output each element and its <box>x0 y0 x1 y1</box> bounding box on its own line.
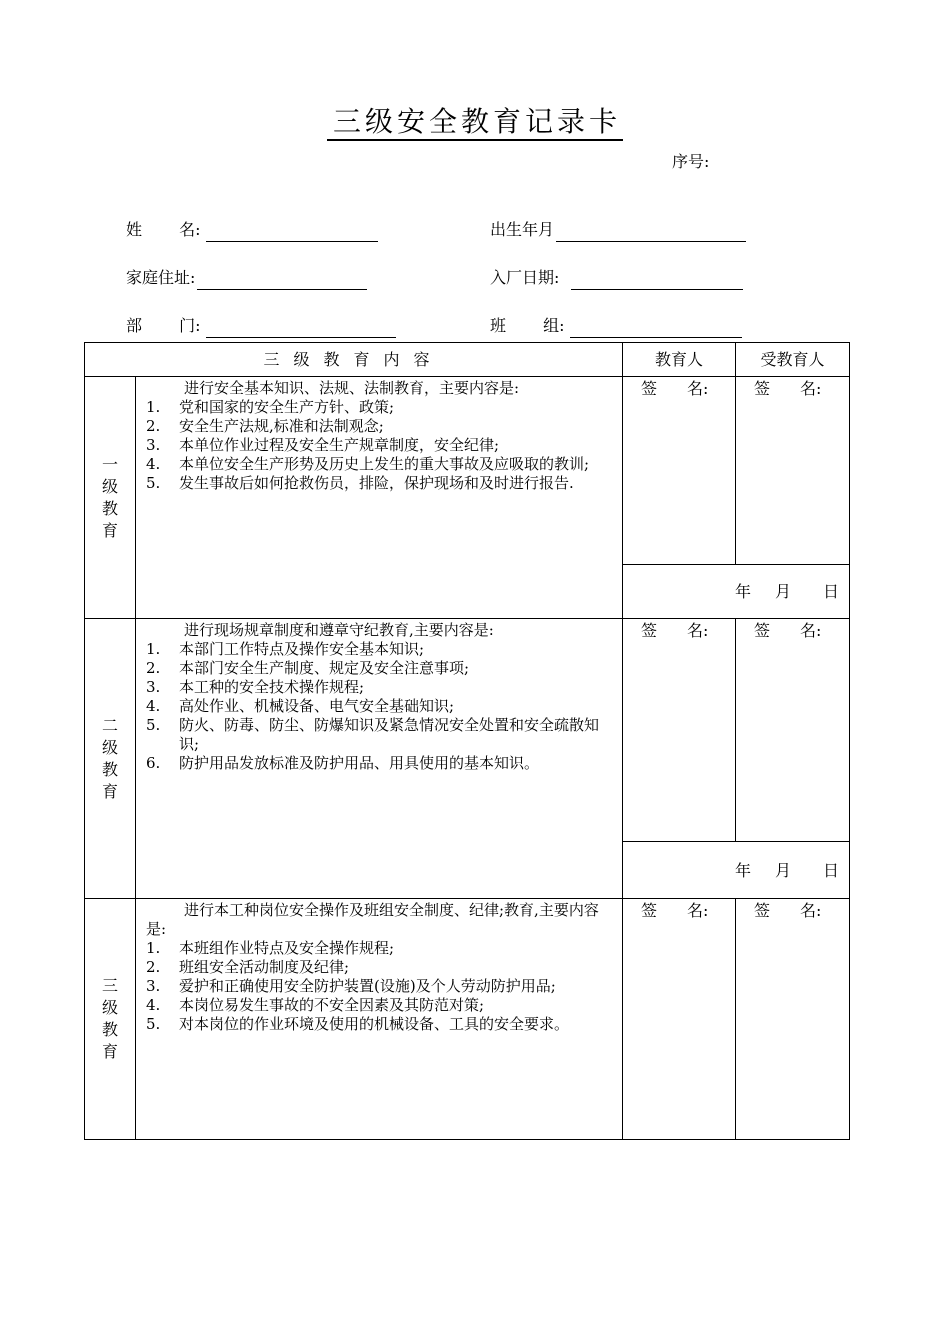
list-item: 1. 党和国家的安全生产方针、政策; <box>146 398 395 416</box>
table-header-row <box>85 343 850 377</box>
name-field <box>126 218 378 242</box>
header-content: 三级教育内容 <box>85 343 623 377</box>
list-item: 2. 安全生产法规,标准和法制观念; <box>146 417 384 435</box>
list-item: 2. 本部门安全生产制度、规定及安全注意事项; <box>146 659 470 677</box>
level-1-items <box>146 398 612 493</box>
department-label: 部 门: <box>126 316 201 335</box>
team-input-line[interactable] <box>570 317 742 338</box>
entry-date-input-line[interactable] <box>571 269 743 290</box>
level-3-content <box>136 899 623 1140</box>
list-item: 4. 本单位安全生产形势及历史上发生的重大事故及应吸取的教训; <box>146 455 590 473</box>
header-educator: 教育人 <box>623 343 736 377</box>
list-item: 6. 防护用品发放标准及防护用品、用具使用的基本知识。 <box>146 754 540 772</box>
level-3-label: 三级教育 <box>101 976 118 1061</box>
serial-number-label: 序号: <box>672 152 710 171</box>
level-3-intro: 进行本工种岗位安全操作及班组安全制度、纪律;教育,主要内容是: <box>146 901 599 938</box>
birth-label: 出生年月 <box>490 220 555 239</box>
list-item: 4. 高处作业、机械设备、电气安全基础知识; <box>146 697 455 715</box>
level-2-label: 二级教育 <box>101 715 118 801</box>
level-2-label-cell <box>85 619 136 899</box>
list-item: 3. 本工种的安全技术操作规程; <box>146 678 365 696</box>
entry-date-field <box>490 266 743 290</box>
level-2-educator-sign[interactable]: 签 名: <box>623 619 736 842</box>
list-item: 3. 本单位作业过程及安全生产规章制度，安全纪律; <box>146 436 500 454</box>
level-2-educatee-sign[interactable]: 签 名: <box>736 619 850 842</box>
list-item: 2. 班组安全活动制度及纪律; <box>146 958 350 976</box>
address-input-line[interactable] <box>197 269 367 290</box>
level-3-row <box>85 899 850 1140</box>
level-1-content <box>136 377 623 619</box>
list-item: 5. 对本岗位的作业环境及使用的机械设备、工具的安全要求。 <box>146 1015 570 1033</box>
list-item: 5. 防火、防毒、防尘、防爆知识及紧急情况安全处置和安全疏散知识; <box>146 716 600 753</box>
team-field <box>490 314 742 338</box>
level-3-label-cell <box>85 899 136 1140</box>
level-1-educator-sign[interactable]: 签 名: <box>623 377 736 565</box>
education-record-table <box>84 342 850 1140</box>
list-item: 3. 爱护和正确使用安全防护装置(设施)及个人劳动防护用品; <box>146 977 556 995</box>
level-2-intro: 进行现场规章制度和遵章守纪教育,主要内容是: <box>184 621 494 639</box>
entry-date-label: 入厂日期: <box>490 268 560 287</box>
title-text: 三级安全教育记录卡 <box>327 105 623 141</box>
birth-input-line[interactable] <box>556 221 746 242</box>
department-field <box>126 314 396 338</box>
department-input-line[interactable] <box>206 317 396 338</box>
address-field <box>126 266 367 290</box>
level-3-items <box>146 939 612 1034</box>
page-title <box>0 104 950 140</box>
name-label: 姓 名: <box>126 220 201 239</box>
level-1-row <box>85 377 850 565</box>
level-2-items <box>146 640 612 773</box>
team-label: 班 组: <box>490 316 565 335</box>
list-item: 4. 本岗位易发生事故的不安全因素及其防范对策; <box>146 996 485 1014</box>
level-3-educatee-sign[interactable]: 签 名: <box>736 899 850 1140</box>
level-1-label: 一级教育 <box>101 454 118 540</box>
list-item: 5. 发生事故后如何抢救伤员，排险，保护现场和及时进行报告. <box>146 474 574 492</box>
level-2-row <box>85 619 850 842</box>
level-2-date[interactable]: 年 月 日 <box>623 842 850 899</box>
list-item: 1. 本班组作业特点及安全操作规程; <box>146 939 395 957</box>
list-item: 1. 本部门工作特点及操作安全基本知识; <box>146 640 425 658</box>
address-label: 家庭住址: <box>126 268 196 287</box>
level-1-educatee-sign[interactable]: 签 名: <box>736 377 850 565</box>
level-2-content <box>136 619 623 899</box>
header-educatee: 受教育人 <box>736 343 850 377</box>
name-input-line[interactable] <box>206 221 378 242</box>
level-1-intro: 进行安全基本知识、法规、法制教育，主要内容是: <box>184 379 520 397</box>
level-1-date[interactable]: 年 月 日 <box>623 565 850 619</box>
level-3-educator-sign[interactable]: 签 名: <box>623 899 736 1140</box>
birth-field <box>490 218 746 242</box>
level-1-label-cell <box>85 377 136 619</box>
